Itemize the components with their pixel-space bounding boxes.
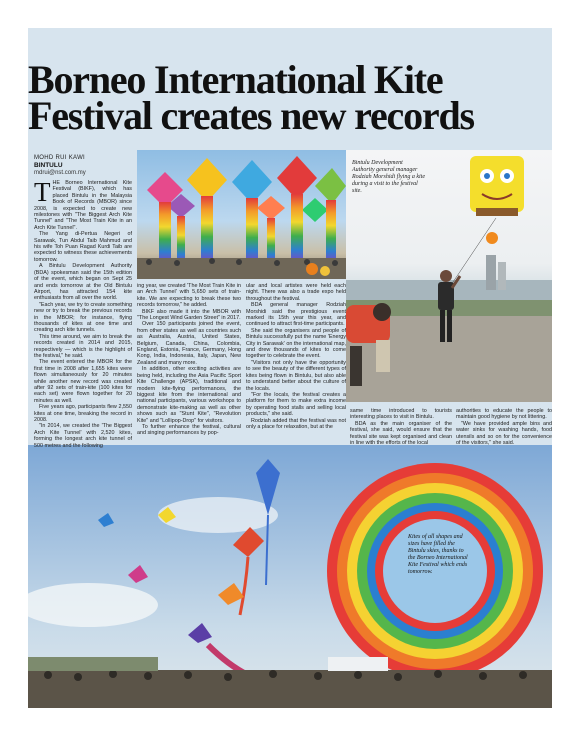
paragraph: The Yang di-Pertua Negeri of Sarawak, Tun Abdul Taib Mahmud and his wife Toh Puan Ragad Kurdi Taib are expected to witness these achievements tomorrow. — [34, 231, 132, 263]
paragraph: "Each year, we try to create something new or try to break the previous records in the MBOR; for instance, flying thousands of kites at one time and creating arch kite tunnels. — [34, 301, 132, 334]
paragraph: This time around, we aim to break the records created in 2014 and 2015, respectively — which is the highlight of the festival," he said. — [34, 333, 132, 359]
paragraph: BDA general manager Rodziah Morshidi said the prestigious event marked its 15th year this year, and continued to attract first-time participants. — [246, 302, 346, 328]
paragraph: ing year, we created 'The Most Train Kite in an Arch Tunnel' with 5,650 sets of train-kite. We are expecting to break these two records tomorrow," he added. — [137, 283, 241, 309]
dateline-location: BINTULU — [34, 162, 63, 169]
headline-line-1: Borneo International Kite — [28, 57, 443, 102]
paragraph: same time introduced to tourists interesting places to visit in Bintulu. — [350, 408, 452, 421]
author-name: MOHD RUI KAWI — [34, 155, 86, 161]
paragraph: "We have provided ample bins and water sinks for washing hands, food utensils and so on for the convenience of the visitors," she said. — [456, 420, 552, 447]
article-column-2 — [137, 283, 241, 437]
article-column-4 — [350, 408, 452, 446]
paragraph: authorities to educate the people to maintain good hygiene by not littering. — [456, 408, 552, 421]
paragraph: "Visitors not only have the opportunity to see the beauty of the different types of kites being flown in Bintulu, but also able to understand better about the culture of the locals. — [246, 359, 346, 392]
byline — [34, 155, 134, 176]
paragraph: The event entered the MBOR for the first time in 2008 after 1,655 kites were flown simultaneously for 20 minutes while another new record was created after 92 sets of train-kite (100 kites for each set) were flown together for 20 minutes as well. — [34, 359, 132, 404]
author-email[interactable]: mdrui@nst.com.my — [34, 170, 86, 176]
paragraph: "In 2014, we created the 'The Biggest Arch Kite Tunnel' with 2,520 kites, forming the longest arch kite tunnel of 500 metres and the following — [34, 423, 132, 449]
paragraph: Over 150 participants joined the event, from other states as well as countries such as Australia, Austria, United States, Belgium, Canada, China, Colombia, England, Estonia, France, Germany, Hong Kong, India, Indonesia, Italy, Japan, New Zealand and many more. — [137, 321, 241, 366]
article-column-5 — [456, 408, 552, 446]
caption-kites-sky: Kites of all shapes and sizes have filled the Bintulu skies, thanks to the Borneo International Kite Festival which ends tomorrow. — [408, 534, 468, 575]
photo-kite-arch-tunnel — [137, 150, 346, 279]
article-column-3 — [246, 283, 346, 430]
paragraph: "For the locals, the festival creates a platform for them to make extra income by operating food stalls and selling local products," she said. — [246, 391, 346, 418]
paragraph: A Bintulu Development Authority (BDA) spokesman said the 15th edition of the event, which began on Sept 25 and ends tomorrow at the Old Bintulu Airport, has attracted 154 kite enthusiasts from all over the world. — [34, 263, 132, 302]
lead-paragraph: THE Borneo International Kite Festival (BIKF), which has placed Bintulu in the Malaysia Book of Records (MBOR) since 2008, is expected to create new milestones with "The Biggest Arch Kite Tunnel" and "The Most Train Kite in an Arch Kite Tunnel". — [34, 177, 132, 231]
caption-general-manager: Bintulu Development Authority general manager Rodziah Morshidi flying a kite during a visit to the festival site. — [352, 160, 425, 194]
photo-kites-filling-sky — [28, 445, 552, 708]
headline-line-2: Festival creates new records — [28, 93, 474, 138]
paragraph: Rodziah added that the festival was not only a place for relaxation, but at the — [246, 417, 346, 430]
paragraph: BDA as the main organiser of the festival, she said, would ensure that the festival site was kept organised and clean in line with the efforts of the local — [350, 420, 452, 447]
paragraph: Five years ago, participants flew 2,550 kites at one time, breaking the record in 2008. — [34, 404, 132, 424]
article-column-1 — [34, 177, 132, 449]
drop-cap: T — [34, 177, 51, 207]
paragraph: In addition, other exciting activities are being held, including the Asia Pacific Sport Kite Challenge (APSK), traditional and modern kite-flying performances, the biggest kite from the international and national participants, various workshops to demonstrate kite-making as well as other shows such as "Stunt Kite", "Revolution Kite" and "Lollipop-Drop" for visitors. — [137, 366, 241, 424]
headline — [28, 57, 528, 138]
paragraph: BIKF also made it into the MBOR with "The Longest Wind Garden Street" in 2017. — [137, 308, 241, 322]
paragraph: She said the organisers and people of Bintulu successfully put the name 'Energy City in Sarawak' on the international map, and drew thousands of kites to come together to celebrate the event. — [246, 327, 346, 360]
paragraph: ular and local artistes were held each night. There was also a trade expo held throughout the festival. — [246, 283, 346, 302]
paragraph: To further enhance the festival, cultural and singing performances by pop- — [137, 423, 241, 437]
